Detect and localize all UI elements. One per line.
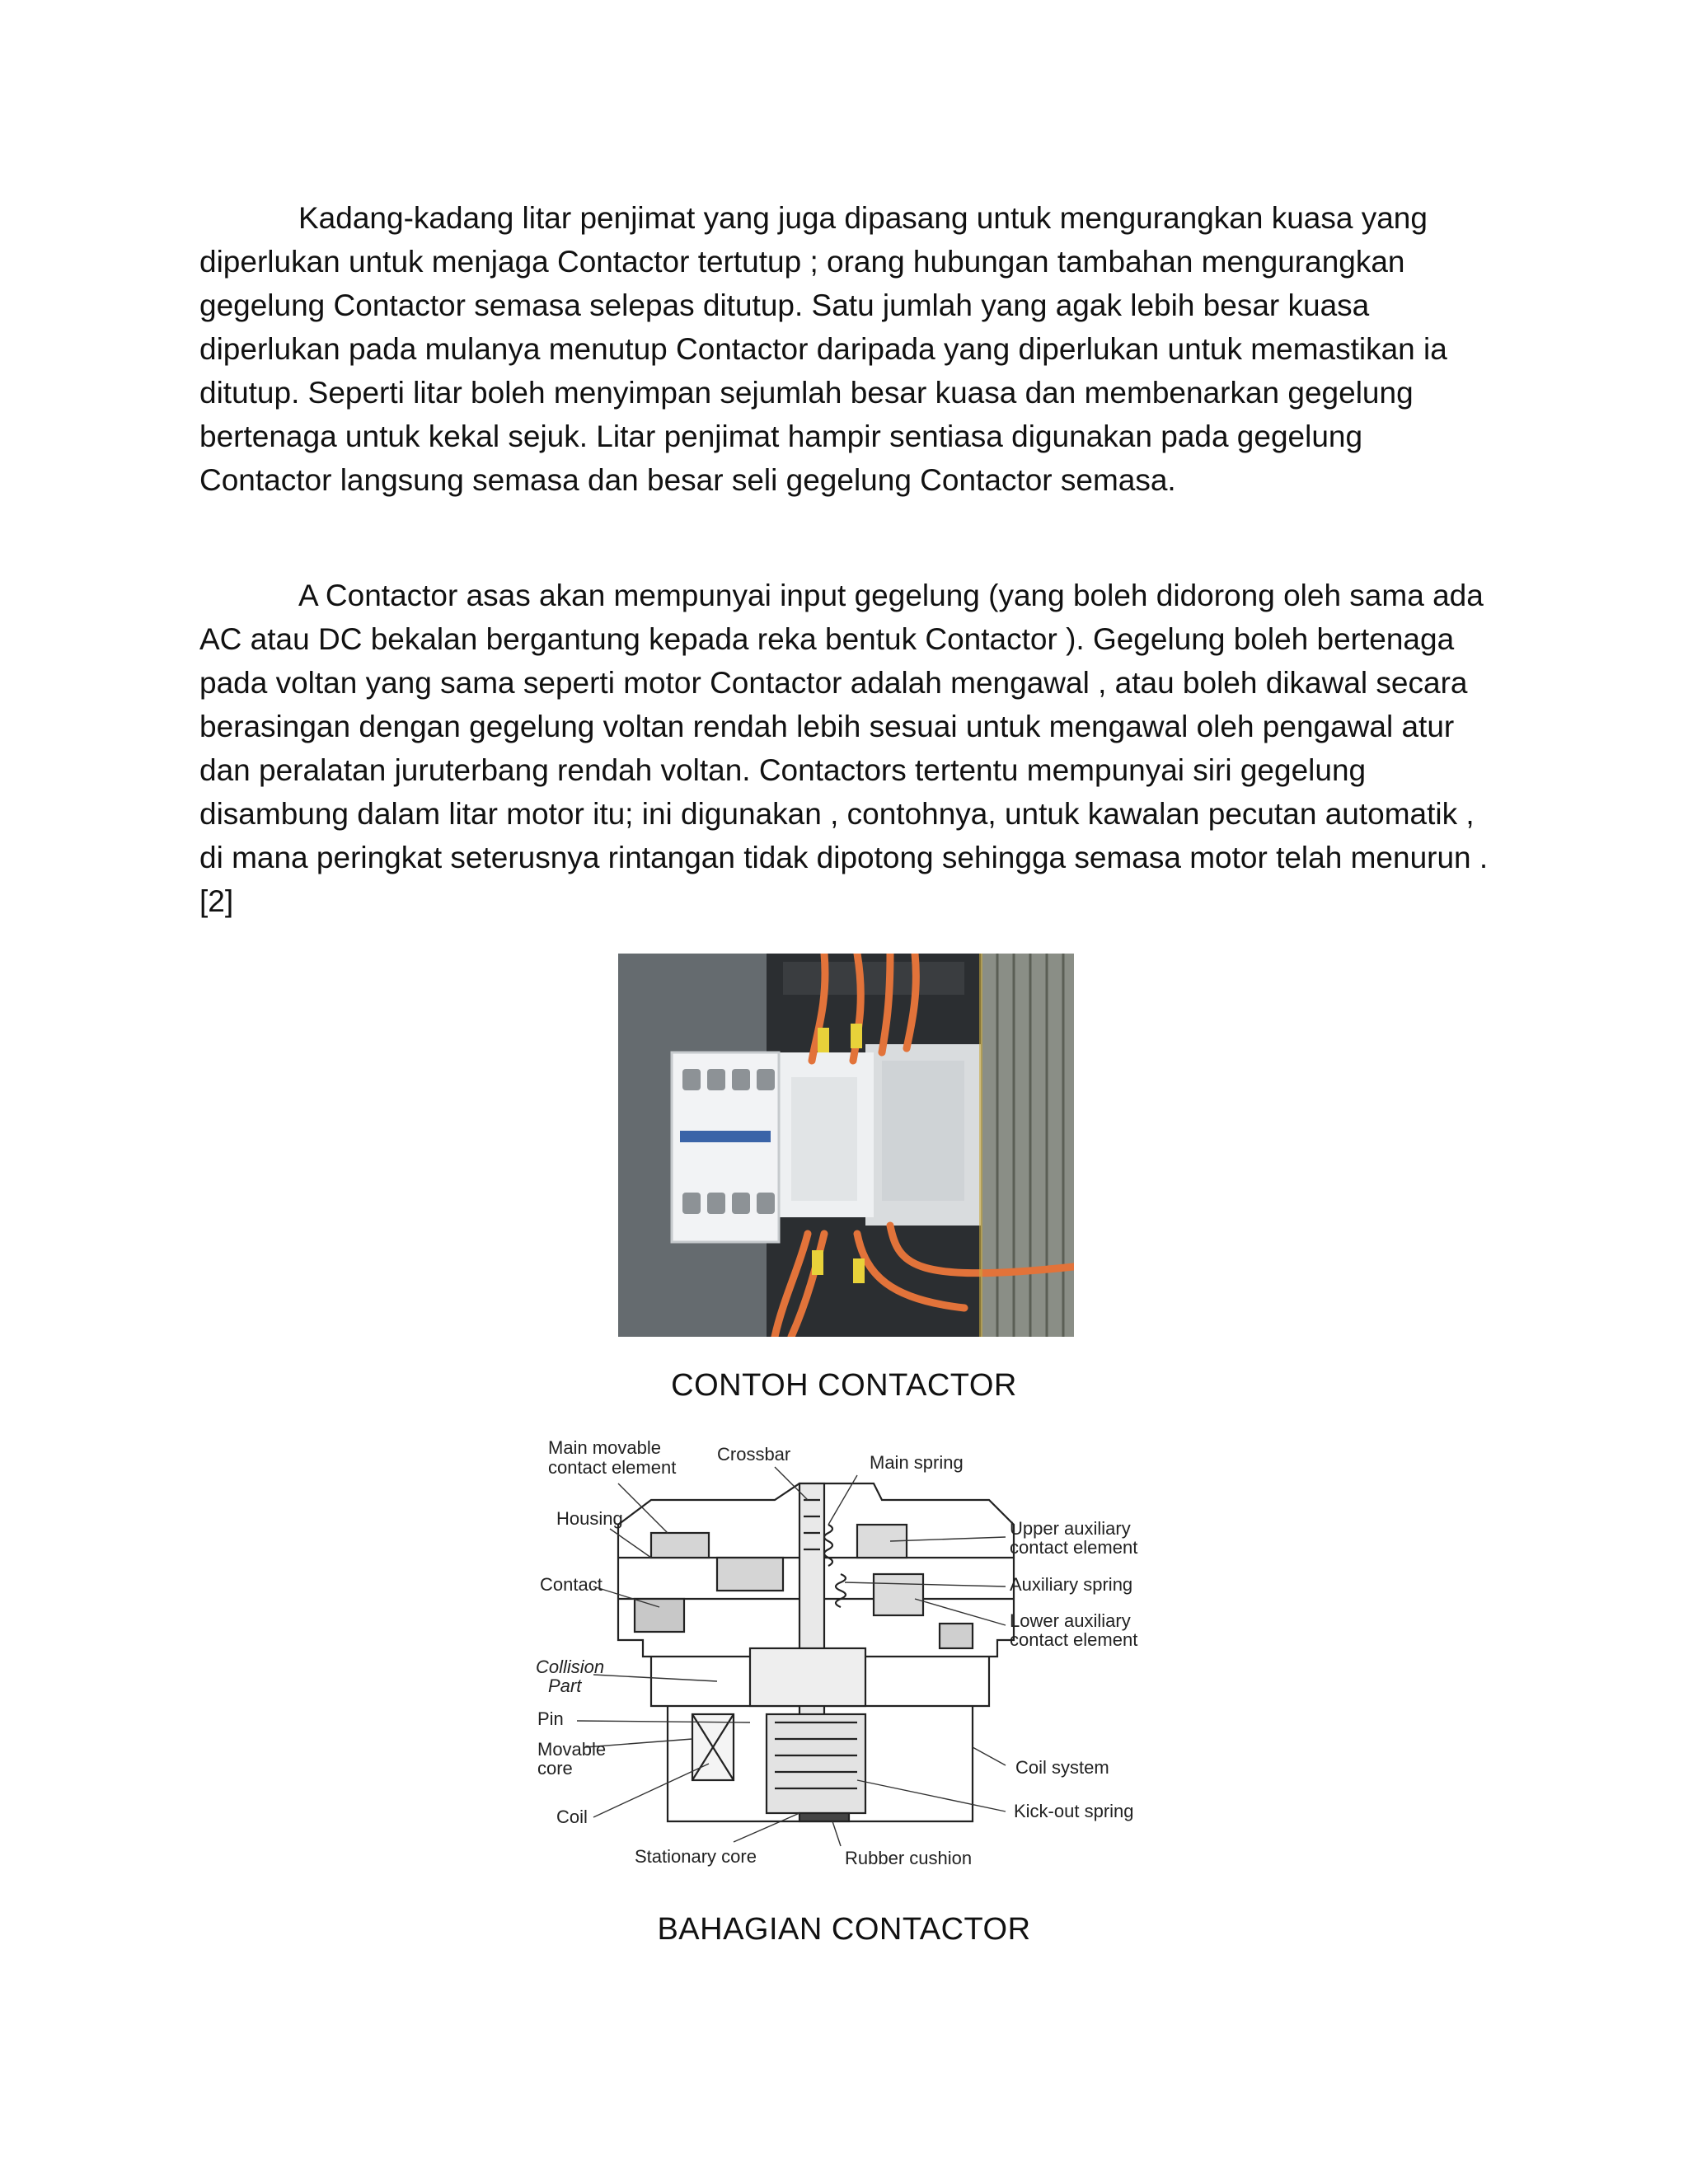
photo-caption: CONTOH CONTACTOR <box>671 1368 1017 1403</box>
paragraph-1: Kadang-kadang litar penjimat yang juga dipasang untuk mengurangkan kuasa yang diperlukan untuk menjaga Contactor tertutup ; orang hubungan tambahan mengurangkan gegelung Contactor semasa selepas ditutup. Satu jumlah yang agak lebih besar kuasa diperlukan pada mulanya menutup Contactor daripada yang diperlukan untuk memastikan ia ditutup. Seperti litar boleh menyimpan sejumlah besar kuasa dan membenarkan gegelung bertenaga untuk kekal sejuk. Litar penjimat hampir sentiasa digunakan pada gegelung Contactor langsung semasa dan besar seli gegelung Contactor semasa. <box>199 201 1447 497</box>
label-aux-spring: Auxiliary spring <box>1010 1574 1133 1595</box>
label-lower-aux-1: Lower auxiliary <box>1010 1610 1131 1631</box>
label-main-spring: Main spring <box>870 1452 964 1473</box>
label-housing: Housing <box>556 1508 623 1529</box>
label-crossbar: Crossbar <box>717 1444 791 1465</box>
paragraph-2: A Contactor asas akan mempunyai input gegelung (yang boleh didorong oleh sama ada AC atau DC bekalan bergantung kepada reka bentuk Contactor ). Gegelung boleh bertenaga pada voltan yang sama seperti motor Contactor adalah mengawal , atau boleh dikawal secara berasingan dengan gegelung voltan rendah lebih sesuai untuk mengawal oleh pengawal atur dan peralatan juruterbang rendah voltan. Contactors tertentu mempunyai siri gegelung disambung dalam litar motor itu; ini digunakan , contohnya, untuk kawalan pecutan automatik , di mana peringkat seterusnya rintangan tidak dipotong sehingga semasa motor telah menurun . [2] <box>199 579 1489 918</box>
label-kick-out-spring: Kick-out spring <box>1014 1801 1134 1821</box>
label-coil: Coil <box>556 1807 588 1827</box>
contactor-cross-section-diagram <box>528 1434 1170 1883</box>
contactor-photo <box>618 954 1074 1337</box>
label-lower-aux-2: contact element <box>1010 1629 1138 1650</box>
label-stationary-core: Stationary core <box>635 1846 757 1867</box>
diagram-caption: BAHAGIAN CONTACTOR <box>657 1912 1031 1947</box>
label-movable-core-2: core <box>537 1758 573 1779</box>
label-upper-aux-1: Upper auxiliary <box>1010 1518 1131 1539</box>
label-rubber-cushion: Rubber cushion <box>845 1848 973 1868</box>
label-movable-core-1: Movable <box>537 1739 607 1760</box>
label-upper-aux-2: contact element <box>1010 1537 1138 1558</box>
label-contact: Contact <box>540 1574 603 1595</box>
label-collision-1: Collision <box>536 1657 605 1677</box>
label-pin: Pin <box>537 1708 564 1729</box>
label-collision-2: Part <box>548 1675 582 1696</box>
label-coil-system: Coil system <box>1015 1757 1109 1778</box>
label-main-movable-1: Main movable <box>548 1437 661 1458</box>
label-main-movable-2: contact element <box>548 1457 677 1478</box>
